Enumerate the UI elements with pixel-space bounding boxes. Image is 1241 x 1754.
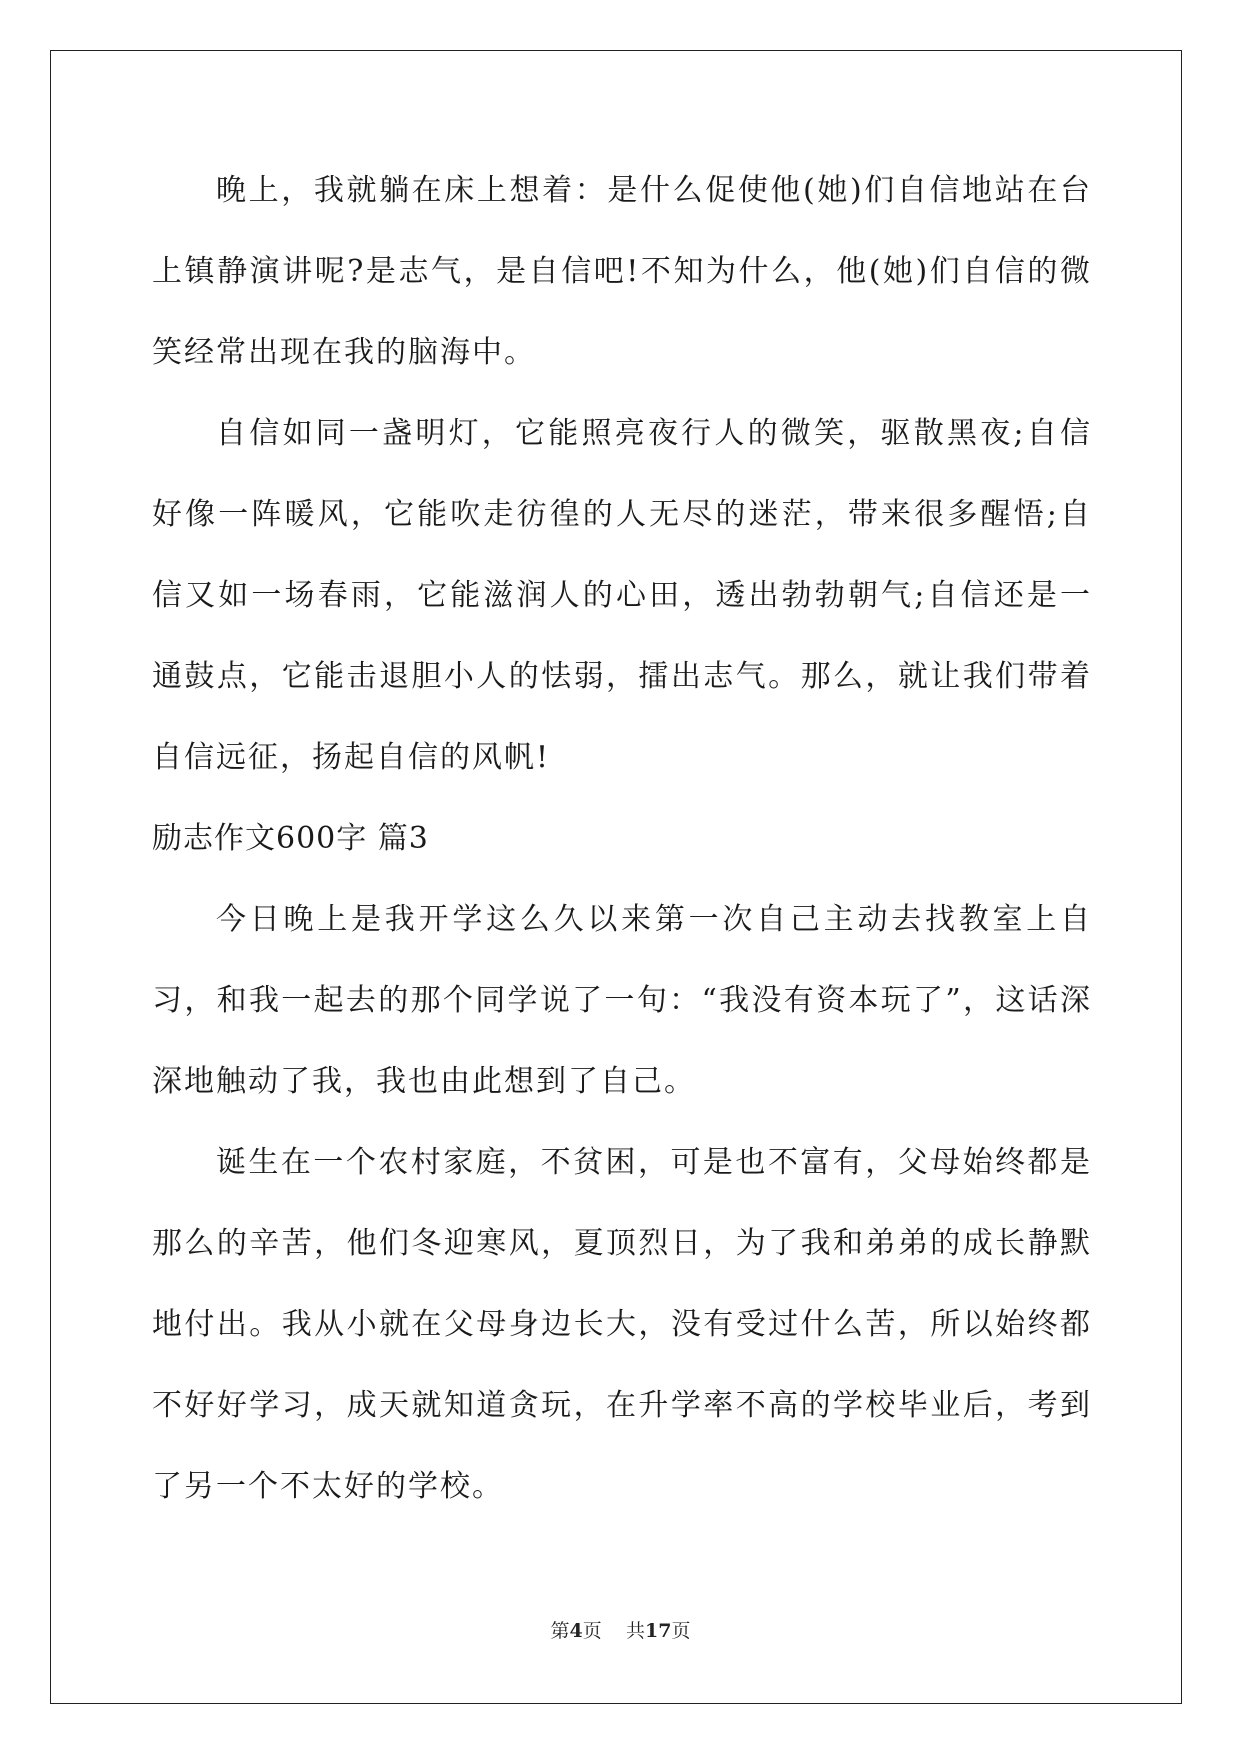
section-heading: 励志作文600字 篇3 <box>152 821 429 856</box>
page-footer <box>0 1616 1241 1643</box>
paragraph: 自信如同一盏明灯，它能照亮夜行人的微笑，驱散黑夜;自信好像一阵暖风，它能吹走彷徨的人无尽的迷茫，带来很多醒悟;自信又如一场春雨，它能滋润人的心田，透出勃勃朝气;自信还是一通鼓点，它能击退胆小人的怯弱，擂出志气。那么，就让我们带着自信远征，扬起自信的风帆! <box>152 416 1092 775</box>
total-suffix: 页 <box>671 1620 691 1642</box>
paragraph: 今日晚上是我开学这么久以来第一次自己主动去找教室上自习，和我一起去的那个同学说了一句：“我没有资本玩了”，这话深深地触动了我，我也由此想到了自己。 <box>152 902 1092 1099</box>
total-pages: 17 <box>644 1620 672 1642</box>
page-prefix: 第 <box>550 1620 570 1642</box>
document-body <box>152 150 1092 1527</box>
paragraph: 晚上，我就躺在床上想着：是什么促使他(她)们自信地站在台上镇静演讲呢?是志气，是自信吧!不知为什么，他(她)们自信的微笑经常出现在我的脑海中。 <box>152 173 1092 370</box>
paragraph: 诞生在一个农村家庭，不贫困，可是也不富有，父母始终都是那么的辛苦，他们冬迎寒风，夏顶烈日，为了我和弟弟的成长静默地付出。我从小就在父母身边长大，没有受过什么苦，所以始终都不好好学习，成天就知道贪玩，在升学率不高的学校毕业后，考到了另一个不太好的学校。 <box>152 1145 1092 1504</box>
page-suffix: 页 <box>582 1620 602 1642</box>
page-number: 4 <box>569 1620 583 1642</box>
total-prefix: 共 <box>625 1620 645 1642</box>
